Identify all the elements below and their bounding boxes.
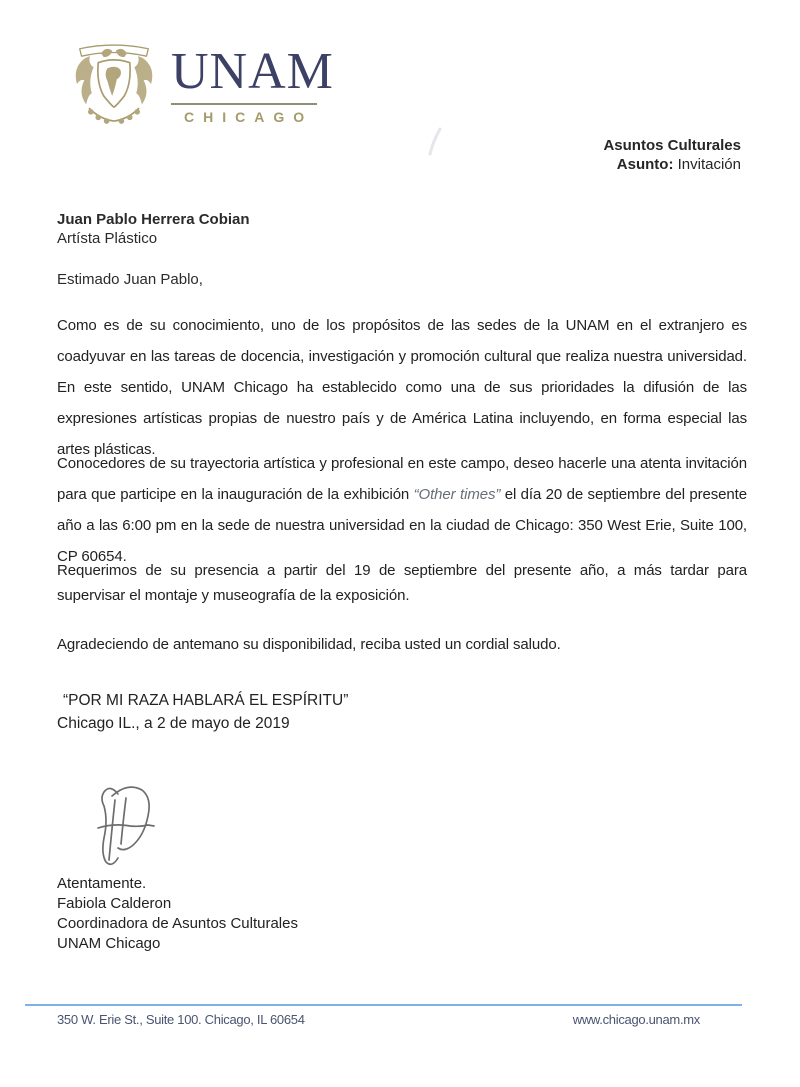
paragraph-2 [57, 448, 747, 572]
wordmark-rule [171, 103, 317, 105]
campus-label: CHICAGO [184, 109, 314, 125]
letterhead [63, 36, 334, 132]
recipient-title: Artísta Plástico [57, 230, 158, 247]
org-name: UNAM [171, 43, 334, 100]
subject-line [603, 155, 741, 174]
dateline: Chicago IL., a 2 de mayo de 2019 [57, 715, 290, 732]
footer-rule [25, 1004, 742, 1006]
exhibition-title: “Other times” [413, 486, 501, 503]
closing: Atentamente. [57, 875, 147, 892]
signer-role: Coordinadora de Asuntos Culturales [57, 915, 298, 932]
signoff-block [57, 874, 298, 954]
unam-crest-icon [63, 36, 165, 132]
motto: “POR MI RAZA HABLARÁ EL ESPÍRITU” [63, 692, 349, 709]
recipient-block [57, 210, 250, 248]
header-department-block [603, 136, 741, 174]
recipient-name: Juan Pablo Herrera Cobian [57, 211, 250, 228]
subject-value: Invitación [673, 156, 741, 173]
paragraph-3: Requerimos de su presencia a partir del 19 de septiembre del presente año, a más tardar para supervisar el montaje y museografía de la exposición. [57, 562, 747, 604]
paragraph-4: Agradeciendo de antemano su disponibilidad, reciba usted un cordial saludo. [57, 636, 561, 653]
footer-address: 350 W. Erie St., Suite 100. Chicago, IL 60654 [57, 1012, 305, 1027]
pen-smudge [424, 126, 448, 156]
subject-label: Asunto: [616, 156, 674, 173]
paragraph-2-tail: el día 20 de septiembre del presente año a las 6:00 pm en la sede de nuestra universidad en la ciudad de Chicago: 350 West Erie, Suite 100, CP 60654. [57, 486, 747, 565]
salutation: Estimado Juan Pablo, [57, 271, 203, 288]
department-label: Asuntos Culturales [603, 137, 741, 154]
footer-website: www.chicago.unam.mx [572, 1012, 700, 1027]
signer-name: Fabiola Calderon [57, 895, 172, 912]
signature-icon [84, 780, 162, 872]
unam-wordmark [171, 42, 334, 132]
paragraph-1: Como es de su conocimiento, uno de los propósitos de las sedes de la UNAM en el extranjero es coadyuvar en las tareas de docencia, investigación y promoción cultural que realiza nuestra universidad. En este sentido, UNAM Chicago ha establecido como una de sus prioridades la difusión de las expresiones artísticas propias de nuestro país y de América Latina incluyendo, en forma especial las artes plásticas. [57, 317, 747, 458]
paragraph-2-lead: Conocedores de su trayectoria artística y profesional en este campo, deseo hacerle una atenta invitación para que participe en la inauguración de la exhibición [57, 455, 747, 503]
signer-org: UNAM Chicago [57, 935, 161, 952]
